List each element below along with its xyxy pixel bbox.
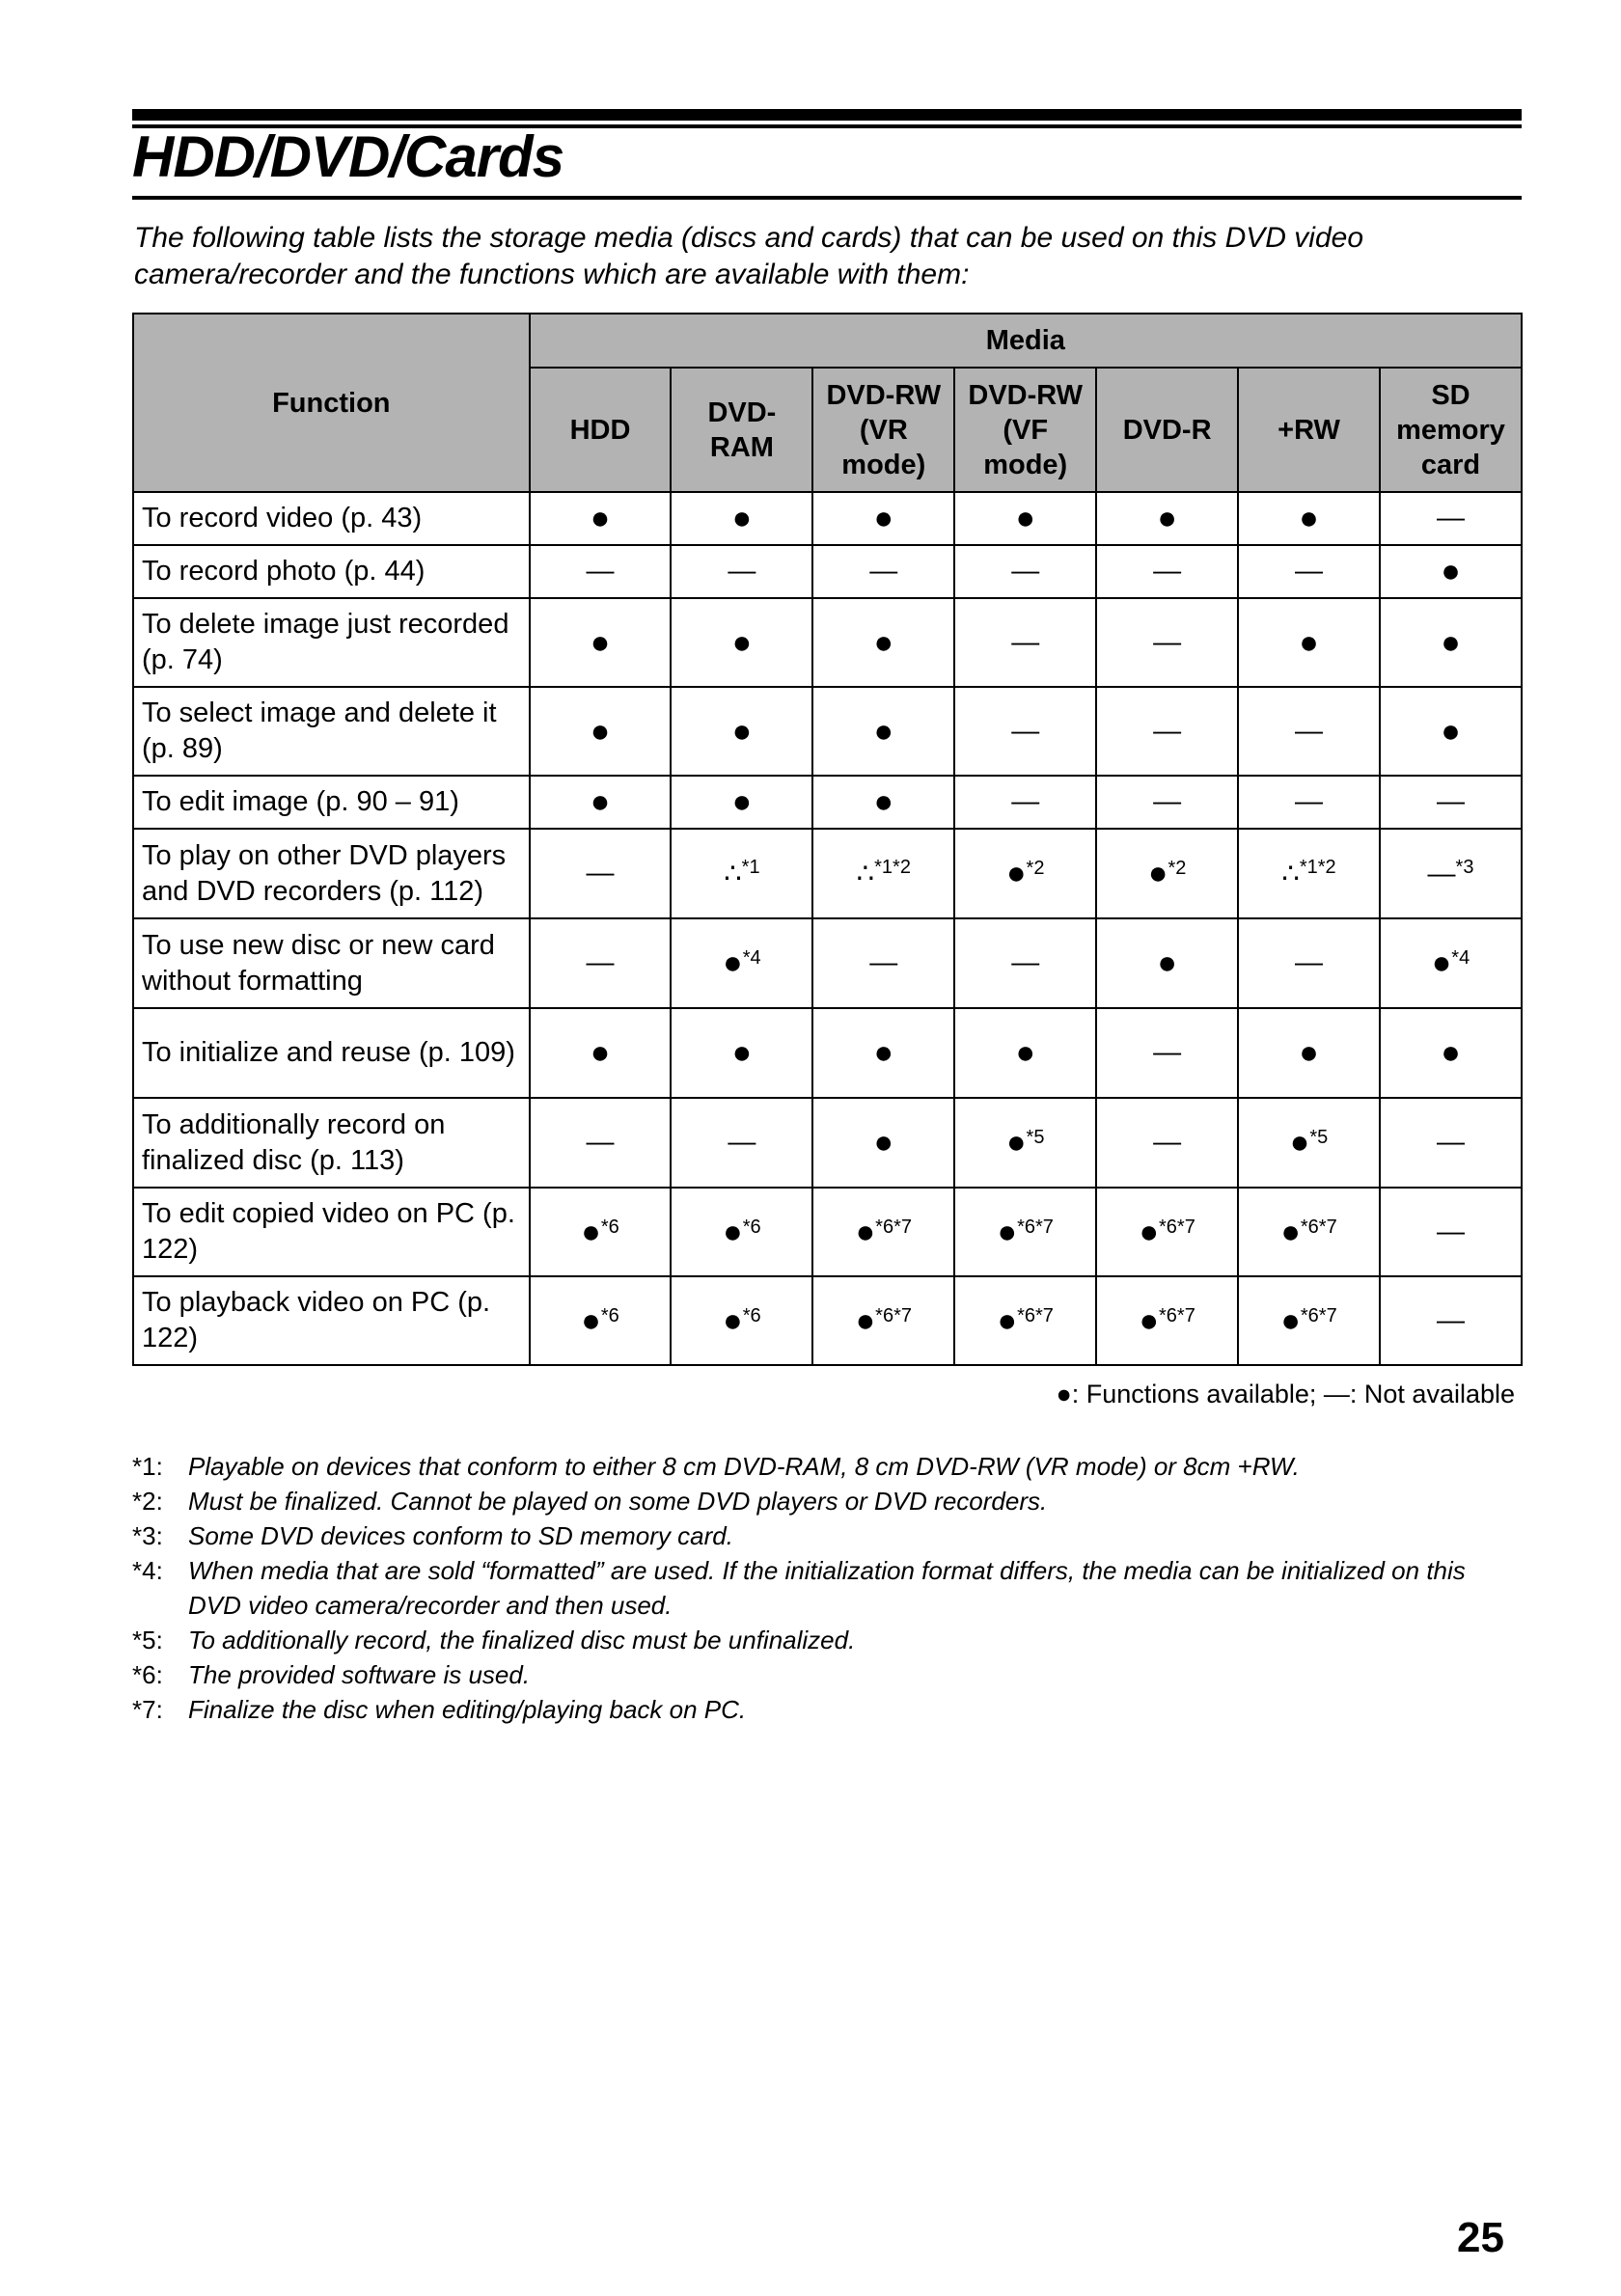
availability-symbol: ● <box>723 1301 743 1339</box>
availability-symbol: — <box>869 556 898 587</box>
table-row <box>133 598 1522 687</box>
footnote-key: *7: <box>132 1695 163 1724</box>
footnote-ref: *5 <box>1026 1127 1045 1148</box>
table-row <box>133 918 1522 1008</box>
footnote-ref: *6 <box>600 1216 619 1238</box>
availability-cell <box>954 1276 1096 1365</box>
availability-cell <box>812 829 954 918</box>
availability-cell <box>954 776 1096 829</box>
availability-symbol: ● <box>1006 855 1027 891</box>
availability-symbol: ● <box>590 500 611 536</box>
availability-cell <box>530 687 672 776</box>
availability-symbol: ● <box>1280 1213 1301 1250</box>
availability-symbol: — <box>1153 715 1182 747</box>
function-label: To delete image just recorded (p. 74) <box>133 598 530 687</box>
footnote-ref: *6*7 <box>875 1216 912 1238</box>
availability-symbol: ● <box>1147 855 1168 891</box>
legend: ●: Functions available; —: Not available <box>1056 1380 1515 1408</box>
footnote-ref: *6*7 <box>1159 1304 1195 1326</box>
footnote-text: To additionally record, the finalized disc must be unfinalized. <box>188 1626 856 1654</box>
footnote-ref: *5 <box>1309 1127 1329 1148</box>
table-row <box>133 1008 1522 1098</box>
availability-symbol: ● <box>581 1213 601 1250</box>
availability-cell <box>530 776 672 829</box>
availability-symbol: ● <box>590 623 611 661</box>
table-row <box>133 829 1522 918</box>
footnote-ref: *6*7 <box>875 1304 912 1326</box>
availability-symbol: ● <box>873 1034 894 1071</box>
footnote <box>132 1657 1522 1692</box>
availability-symbol: ● <box>1299 500 1319 536</box>
availability-symbol: — <box>1295 556 1324 587</box>
availability-symbol: ● <box>1015 1034 1035 1071</box>
availability-symbol: ● <box>873 1124 894 1161</box>
availability-cell <box>954 1188 1096 1276</box>
availability-symbol: ● <box>1441 553 1461 589</box>
availability-cell <box>530 1276 672 1365</box>
availability-symbol: ● <box>1431 944 1452 981</box>
function-label: To additionally record on finalized disc (p. 113) <box>133 1098 530 1188</box>
availability-cell <box>1096 918 1238 1008</box>
footnote-ref: *3 <box>1455 857 1474 878</box>
availability-cell <box>671 776 812 829</box>
availability-cell <box>1238 1098 1380 1188</box>
availability-symbol: ● <box>590 712 611 750</box>
availability-cell <box>1238 776 1380 829</box>
column-header: SD memory card <box>1380 368 1522 492</box>
footnote-text: Must be finalized. Cannot be played on some DVD players or DVD recorders. <box>188 1487 1048 1516</box>
availability-cell <box>671 1098 812 1188</box>
availability-symbol: — <box>728 556 756 587</box>
availability-cell <box>812 687 954 776</box>
availability-symbol: — <box>1011 715 1040 747</box>
availability-cell <box>671 687 812 776</box>
function-label: To edit copied video on PC (p. 122) <box>133 1188 530 1276</box>
media-function-table <box>132 313 1523 1366</box>
availability-cell <box>954 545 1096 598</box>
availability-cell <box>1238 918 1380 1008</box>
availability-cell <box>671 545 812 598</box>
availability-cell <box>1096 598 1238 687</box>
availability-cell <box>954 687 1096 776</box>
availability-cell <box>671 1188 812 1276</box>
availability-cell <box>1380 1008 1522 1098</box>
availability-cell <box>1096 1188 1238 1276</box>
footnote-ref: *4 <box>742 947 761 969</box>
footnote-ref: *1*2 <box>874 857 911 878</box>
footnote <box>132 1623 1522 1657</box>
table-row <box>133 1188 1522 1276</box>
availability-cell <box>530 1098 672 1188</box>
function-label: To record photo (p. 44) <box>133 545 530 598</box>
availability-symbol: ● <box>1441 623 1461 661</box>
footnote-ref: *6*7 <box>1017 1304 1054 1326</box>
availability-cell <box>671 918 812 1008</box>
availability-cell <box>530 918 672 1008</box>
availability-symbol: — <box>1427 859 1456 889</box>
availability-cell <box>1238 1188 1380 1276</box>
availability-cell <box>671 598 812 687</box>
footnote-ref: *6 <box>742 1216 761 1238</box>
footnote <box>132 1484 1522 1518</box>
table-row <box>133 1276 1522 1365</box>
footnote <box>132 1553 1522 1623</box>
availability-symbol: ● <box>731 623 753 661</box>
footnote-key: *1: <box>132 1452 163 1481</box>
availability-cell <box>1096 1008 1238 1098</box>
footnote <box>132 1518 1522 1553</box>
availability-symbol: — <box>1436 503 1465 533</box>
availability-cell <box>530 492 672 545</box>
availability-cell <box>1238 1276 1380 1365</box>
footnote-ref: *6*7 <box>1017 1216 1054 1238</box>
availability-symbol: ● <box>723 944 743 981</box>
table-row <box>133 1098 1522 1188</box>
availability-symbol: ● <box>1139 1301 1159 1339</box>
function-label: To select image and delete it (p. 89) <box>133 687 530 776</box>
availability-cell <box>812 1008 954 1098</box>
function-label: To playback video on PC (p. 122) <box>133 1276 530 1365</box>
availability-symbol: — <box>586 858 615 888</box>
availability-symbol: — <box>1153 1037 1182 1068</box>
footnote-ref: *6 <box>742 1304 761 1326</box>
footnote <box>132 1692 1522 1727</box>
table-row <box>133 492 1522 545</box>
availability-cell <box>812 598 954 687</box>
function-label: To use new disc or new card without formatting <box>133 918 530 1008</box>
footnote-ref: *4 <box>1451 947 1470 969</box>
availability-cell <box>1096 545 1238 598</box>
availability-cell <box>812 1188 954 1276</box>
availability-cell <box>671 492 812 545</box>
availability-symbol: ∴ <box>856 859 875 889</box>
availability-symbol: — <box>1011 626 1040 658</box>
availability-cell <box>1380 687 1522 776</box>
footnote-ref: *1 <box>741 857 760 878</box>
availability-cell <box>1096 776 1238 829</box>
availability-cell <box>812 545 954 598</box>
availability-symbol: ● <box>873 712 894 750</box>
table-row <box>133 776 1522 829</box>
availability-symbol: — <box>1153 626 1182 658</box>
footnotes <box>132 1449 1522 1727</box>
footnote-ref: *6*7 <box>1300 1216 1337 1238</box>
availability-symbol: — <box>1153 556 1182 587</box>
availability-cell <box>530 1188 672 1276</box>
availability-symbol: ● <box>731 500 753 536</box>
availability-symbol: ● <box>1299 623 1319 661</box>
availability-symbol: ● <box>723 1213 743 1250</box>
availability-symbol: ● <box>873 500 894 536</box>
availability-symbol: — <box>586 947 615 978</box>
availability-symbol: ● <box>855 1213 876 1250</box>
page-number: 25 <box>1457 2214 1504 2261</box>
availability-cell <box>1238 598 1380 687</box>
footnote-ref: *6*7 <box>1159 1216 1195 1238</box>
availability-symbol: ● <box>1157 944 1177 981</box>
availability-cell <box>954 918 1096 1008</box>
availability-cell <box>530 1008 672 1098</box>
table-row <box>133 545 1522 598</box>
availability-cell <box>954 492 1096 545</box>
availability-symbol: ● <box>873 783 894 820</box>
availability-symbol: — <box>586 1127 615 1158</box>
availability-cell <box>1380 776 1522 829</box>
availability-symbol: — <box>869 947 898 978</box>
availability-symbol: ● <box>590 783 611 820</box>
footnote-text: Some DVD devices conform to SD memory card. <box>188 1521 733 1550</box>
availability-cell <box>812 492 954 545</box>
page-title: HDD/DVD/Cards <box>132 124 564 189</box>
availability-symbol: ● <box>997 1213 1018 1250</box>
footnote-ref: *2 <box>1168 858 1187 879</box>
availability-symbol: ● <box>1006 1124 1027 1161</box>
footnote-text: When media that are sold “formatted” are used. If the initialization format differs, the media can be initialized on this DVD video camera/recorder and then used. <box>188 1556 1466 1620</box>
availability-cell <box>954 829 1096 918</box>
availability-symbol: — <box>1011 786 1040 817</box>
availability-cell <box>954 1098 1096 1188</box>
column-header: +RW <box>1238 368 1380 492</box>
footnote-text: Finalize the disc when editing/playing back on PC. <box>188 1695 747 1724</box>
availability-symbol: — <box>1436 786 1465 817</box>
availability-symbol: ● <box>1015 500 1035 536</box>
availability-symbol: ● <box>1157 500 1177 536</box>
footnote-ref: *1*2 <box>1299 857 1336 878</box>
availability-symbol: ● <box>1441 712 1461 750</box>
availability-cell <box>812 1276 954 1365</box>
column-header: DVD-RW (VF mode) <box>954 368 1096 492</box>
availability-symbol: — <box>1153 1127 1182 1158</box>
availability-symbol: — <box>1295 947 1324 978</box>
availability-symbol: ● <box>731 1034 753 1071</box>
footnote-ref: *6 <box>600 1304 619 1326</box>
footnote-key: *5: <box>132 1626 163 1654</box>
availability-cell <box>1380 1098 1522 1188</box>
footnote-key: *3: <box>132 1521 163 1550</box>
availability-symbol: ● <box>1139 1213 1159 1250</box>
availability-symbol: ∴ <box>724 859 742 889</box>
availability-cell <box>812 1098 954 1188</box>
availability-cell <box>1096 1098 1238 1188</box>
availability-cell <box>1380 918 1522 1008</box>
function-label: To edit image (p. 90 – 91) <box>133 776 530 829</box>
availability-symbol: — <box>1436 1127 1465 1158</box>
availability-symbol: ● <box>1280 1301 1301 1339</box>
availability-symbol: ● <box>1299 1034 1319 1071</box>
availability-cell <box>530 829 672 918</box>
availability-symbol: — <box>1295 715 1324 747</box>
availability-cell <box>671 1008 812 1098</box>
availability-cell <box>671 829 812 918</box>
availability-symbol: — <box>1153 786 1182 817</box>
header-rule <box>132 109 1522 121</box>
availability-cell <box>1096 1276 1238 1365</box>
column-header: DVD-RAM <box>671 368 812 492</box>
availability-symbol: — <box>1011 947 1040 978</box>
availability-cell <box>954 598 1096 687</box>
function-label: To record video (p. 43) <box>133 492 530 545</box>
availability-cell <box>1238 492 1380 545</box>
availability-cell <box>1380 1188 1522 1276</box>
availability-symbol: — <box>1436 1304 1465 1336</box>
footnote-text: Playable on devices that conform to either 8 cm DVD-RAM, 8 cm DVD-RW (VR mode) or 8cm +RW. <box>188 1452 1300 1481</box>
footnote <box>132 1449 1522 1484</box>
availability-symbol: ● <box>855 1301 876 1339</box>
footnote-key: *2: <box>132 1487 163 1516</box>
column-header: DVD-RW (VR mode) <box>812 368 954 492</box>
availability-cell <box>1380 598 1522 687</box>
column-header: DVD-R <box>1096 368 1238 492</box>
function-label: To initialize and reuse (p. 109) <box>133 1008 530 1098</box>
title-rule <box>132 196 1522 200</box>
availability-cell <box>954 1008 1096 1098</box>
table-row <box>133 687 1522 776</box>
availability-cell <box>812 776 954 829</box>
availability-symbol: — <box>728 1127 756 1158</box>
availability-symbol: — <box>1011 556 1040 587</box>
availability-symbol: — <box>1436 1216 1465 1247</box>
availability-cell <box>671 1276 812 1365</box>
availability-cell <box>1238 545 1380 598</box>
availability-symbol: ● <box>731 712 753 750</box>
availability-symbol: ● <box>997 1301 1018 1339</box>
function-header: Function <box>133 314 530 492</box>
availability-cell <box>1096 687 1238 776</box>
availability-symbol: ● <box>873 623 894 661</box>
footnote-ref: *2 <box>1026 858 1045 879</box>
availability-cell <box>1380 829 1522 918</box>
availability-symbol: ∴ <box>1281 859 1300 889</box>
function-label: To play on other DVD players and DVD recorders (p. 112) <box>133 829 530 918</box>
availability-cell <box>1380 1276 1522 1365</box>
media-header: Media <box>530 314 1522 368</box>
availability-cell <box>1096 492 1238 545</box>
footnote-ref: *6*7 <box>1300 1304 1337 1326</box>
column-header: HDD <box>530 368 672 492</box>
availability-symbol: ● <box>731 783 753 820</box>
availability-symbol: ● <box>590 1034 611 1071</box>
availability-symbol: ● <box>1441 1034 1461 1071</box>
availability-cell <box>1238 687 1380 776</box>
footnote-text: The provided software is used. <box>188 1660 531 1689</box>
availability-cell <box>1238 1008 1380 1098</box>
availability-symbol: — <box>586 556 615 587</box>
footnote-key: *4: <box>132 1556 163 1585</box>
availability-symbol: — <box>1295 786 1324 817</box>
availability-cell <box>530 598 672 687</box>
availability-cell <box>1380 545 1522 598</box>
availability-symbol: ● <box>581 1301 601 1339</box>
footnote-key: *6: <box>132 1660 163 1689</box>
availability-cell <box>1380 492 1522 545</box>
intro-text: The following table lists the storage media (discs and cards) that can be used on this DVD video camera/recorder and the functions which are available with them: <box>134 222 1364 290</box>
availability-cell <box>812 918 954 1008</box>
availability-symbol: ● <box>1289 1124 1310 1161</box>
availability-cell <box>1096 829 1238 918</box>
availability-cell <box>530 545 672 598</box>
availability-cell <box>1238 829 1380 918</box>
